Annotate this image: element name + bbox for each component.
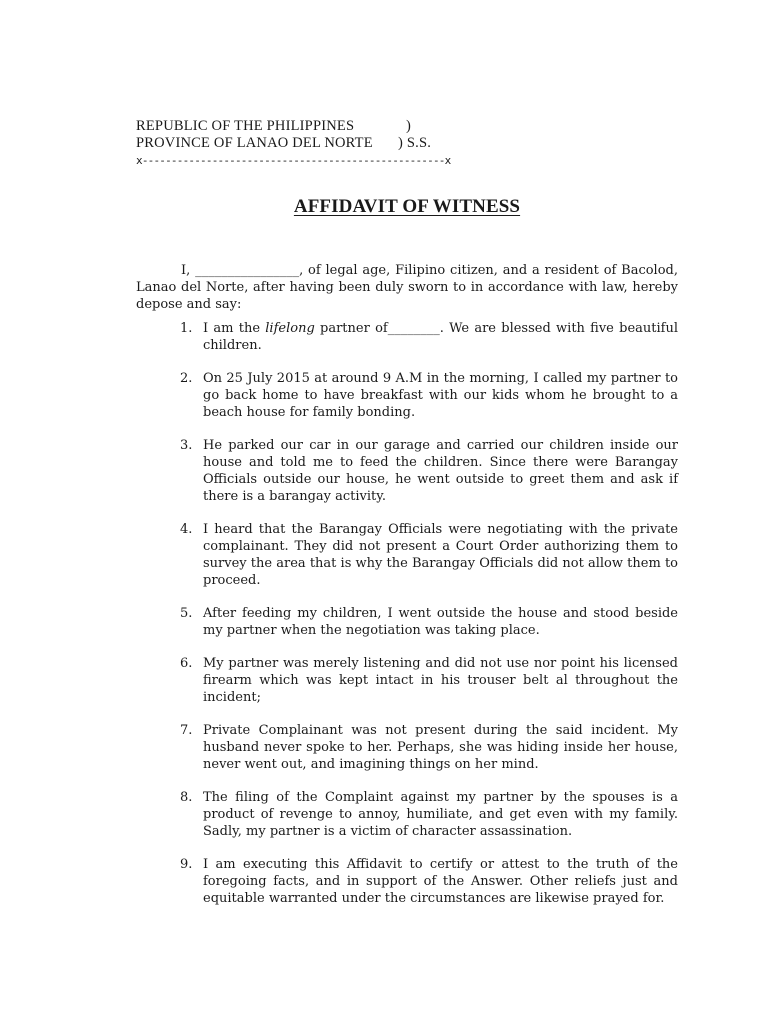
venue-province-paren: ) S.S.: [398, 135, 432, 151]
statement-number: 6.: [180, 656, 193, 671]
statement-number: 8.: [180, 790, 193, 805]
statement-item-1: [136, 320, 678, 354]
statement-number: 7.: [180, 723, 193, 738]
venue-republic-text: REPUBLIC OF THE PHILIPPINES: [136, 118, 355, 134]
statement-number: 1.: [180, 321, 193, 336]
statement-number: 3.: [180, 438, 193, 453]
statement-text: After feeding my children, I went outside the house and stood beside my partner when the negotiation was taking place.: [203, 606, 678, 638]
statement-text-part: I am the: [203, 321, 266, 336]
statement-item-2: [136, 370, 678, 421]
statement-number: 2.: [180, 371, 193, 386]
statement-text: On 25 July 2015 at around 9 A.M in the morning, I called my partner to go back home to have breakfast with our kids whom he brought to a beach house for family bonding.: [203, 371, 678, 420]
document-title: AFFIDAVIT OF WITNESS: [293, 196, 521, 217]
statement-list: [136, 320, 678, 923]
statement-emphasis: lifelong: [265, 321, 315, 336]
statement-text: My partner was merely listening and did not use nor point his licensed firearm which was kept intact in his trouser belt al throughout the incident;: [203, 656, 678, 705]
statement-item-5: [136, 605, 678, 639]
statement-text: I am executing this Affidavit to certify or attest to the truth of the foregoing facts, and in support of the Answer. Other reliefs just and equitable warranted under the circumstances are likewise prayed for.: [203, 857, 678, 906]
statement-item-7: [136, 722, 678, 773]
statement-text: [203, 321, 678, 353]
statement-text: The filing of the Complaint against my partner by the spouses is a product of revenge to annoy, humiliate, and get even with my family. Sadly, my partner is a victim of character assassination.: [203, 790, 678, 839]
statement-text-part: partner of________. We are blessed with five beautiful children.: [203, 321, 678, 353]
venue-republic-paren: ): [406, 118, 412, 134]
statement-text: He parked our car in our garage and carried our children inside our house and told me to feed the children. Since there were Barangay Officials outside our house, he went outside to greet them and ask if there is a barangay activity.: [203, 438, 678, 504]
venue-caption: [136, 118, 450, 169]
venue-line-province: [136, 135, 450, 152]
statement-number: 5.: [180, 606, 193, 621]
statement-text: Private Complainant was not present during the said incident. My husband never spoke to her. Perhaps, she was hiding inside her house, never went out, and imagining things on her mind.: [203, 723, 678, 772]
venue-province-text: PROVINCE OF LANAO DEL NORTE: [136, 135, 373, 151]
intro-paragraph: I, ________________, of legal age, Filipino citizen, and a resident of Bacolod, Lanao del Norte, after having been duly sworn to in accordance with law, hereby depose and say:: [136, 263, 678, 312]
statement-number: 9.: [180, 857, 193, 872]
statement-item-3: [136, 437, 678, 505]
statement-number: 4.: [180, 522, 193, 537]
statement-item-6: [136, 655, 678, 706]
venue-divider: x----------------------------------------------------x: [136, 154, 451, 167]
statement-text: I heard that the Barangay Officials were negotiating with the private complainant. They did not present a Court Order authorizing them to survey the area that is why the Barangay Officials did not allow them to proceed.: [203, 522, 678, 588]
statement-item-8: [136, 789, 678, 840]
statement-item-4: [136, 521, 678, 589]
statement-item-9: [136, 856, 678, 907]
venue-line-republic: [136, 118, 450, 135]
